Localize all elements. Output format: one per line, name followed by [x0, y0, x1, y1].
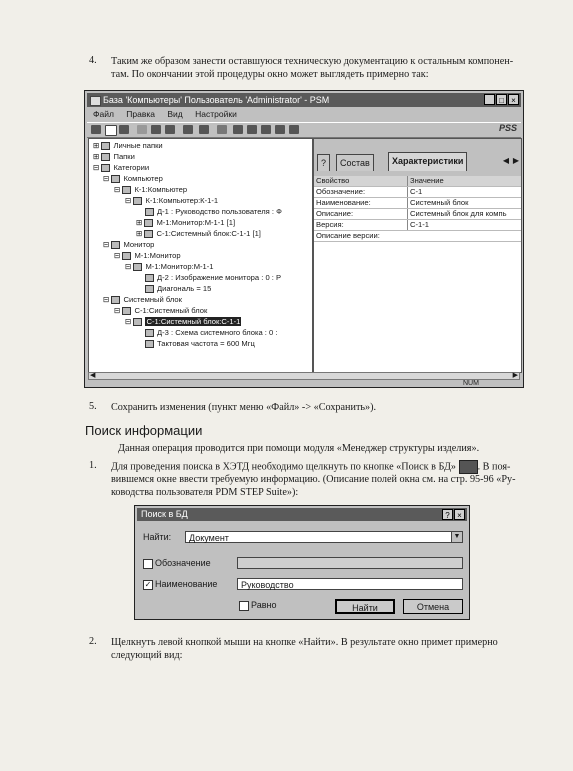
property-value: Системный блок — [407, 198, 522, 208]
grid-header — [314, 176, 521, 187]
paragraph-line: Таким же образом занести оставшуюся техническую документацию к остальным компонен- — [111, 56, 514, 67]
tree-item-selected[interactable]: ⊟ С-1:Системный блок:С-1-1 — [125, 317, 241, 326]
folder-icon — [101, 142, 110, 150]
app-icon — [90, 96, 101, 106]
tab-strip — [314, 139, 521, 176]
tree-item[interactable]: ⊟ Компьютер — [103, 174, 163, 183]
document-icon — [145, 274, 154, 282]
grid-row[interactable] — [314, 209, 521, 220]
tree-item[interactable]: ⊟ Категории — [93, 163, 150, 172]
status-num: NUM — [463, 380, 479, 387]
paragraph-line: следующий вид: — [111, 650, 183, 661]
find-value: Документ — [189, 533, 229, 543]
tree-item[interactable]: ⊟ Монитор — [103, 240, 155, 249]
horizontal-scrollbar[interactable] — [88, 372, 520, 380]
section-intro: Данная операция проводится при помощи модуля «Менеджер структуры изделия». — [118, 443, 480, 454]
refresh-icon[interactable] — [217, 125, 227, 134]
tree-item[interactable]: Тактовая частота = 600 Мгц — [145, 339, 255, 349]
binoculars-icon — [459, 460, 478, 474]
link2-icon[interactable] — [247, 125, 257, 134]
property-name: Описание: — [316, 209, 354, 218]
document-icon — [145, 329, 154, 337]
structure-tree[interactable] — [88, 138, 313, 373]
paragraph-text: Для проведения поиска в ХЭТД необходимо щелкнуть по кнопке «Поиск в БД» — [111, 461, 457, 473]
menu-settings[interactable]: Настройки — [195, 109, 237, 119]
paragraph-line: Сохранить изменения (пункт меню «Файл» -> «Сохранить»). — [111, 402, 377, 413]
tree-item[interactable]: ⊟ М-1:Монитор — [114, 251, 181, 260]
tree-item[interactable]: Д-3 : Схема системного блока : 0 : — [145, 328, 277, 338]
tab-characteristics[interactable]: Характеристики — [388, 152, 467, 171]
designation-label: Обозначение — [155, 558, 211, 568]
column-header-value[interactable]: Значение — [407, 176, 522, 186]
paste-icon[interactable] — [165, 125, 175, 134]
category-icon — [111, 175, 120, 183]
document-icon — [145, 208, 154, 216]
paragraph-text: . В поя- — [477, 461, 511, 473]
pss-logo: PSS — [498, 123, 517, 133]
close-button[interactable]: × — [454, 509, 465, 520]
tree-item[interactable]: ⊟ Системный блок — [103, 295, 182, 304]
tab-help[interactable]: ? — [317, 154, 330, 171]
link3-icon[interactable] — [261, 125, 271, 134]
property-name: Наименование: — [316, 198, 371, 207]
name-checkbox[interactable]: ✓ — [144, 580, 152, 589]
scroll-left-icon[interactable]: ◀ — [90, 372, 96, 379]
designation-field[interactable] — [237, 557, 463, 569]
item-number: 5. — [89, 401, 97, 412]
tab-composition[interactable]: Состав — [336, 154, 374, 171]
dialog-title: Поиск в БД — [141, 509, 188, 519]
grid-row[interactable] — [314, 231, 521, 242]
tree-item[interactable]: Д-2 : Изображение монитора : 0 : Р — [145, 273, 281, 283]
maximize-button[interactable]: □ — [496, 94, 507, 105]
psm-window — [84, 90, 524, 388]
tree-item[interactable]: ⊞ М-1:Монитор:М-1-1 [1] — [136, 218, 236, 227]
property-name: Версия: — [316, 220, 344, 229]
property-value: С-1 — [407, 187, 522, 197]
close-button[interactable]: × — [508, 94, 519, 105]
component-icon — [144, 230, 153, 238]
properties-grid — [314, 176, 521, 242]
version-icon — [133, 197, 142, 205]
category-icon — [111, 241, 120, 249]
item-number: 4. — [89, 55, 97, 66]
designation-checkbox[interactable] — [143, 559, 153, 569]
folder-icon — [101, 164, 110, 172]
equal-checkbox[interactable] — [239, 601, 249, 611]
find-label: Найти: — [143, 532, 172, 542]
property-value: Системный блок для компь — [407, 209, 522, 219]
property-value: С-1-1 — [407, 220, 522, 230]
version-icon — [133, 263, 142, 271]
help-button[interactable]: ? — [442, 509, 453, 520]
item-number: 1. — [89, 460, 97, 471]
minimize-button[interactable]: _ — [484, 94, 495, 105]
menu-edit[interactable]: Правка — [126, 109, 155, 119]
paragraph-line: Щелкнуть левой кнопкой мыши на кнопке «Найти». В результате окно примет примерно — [111, 637, 498, 648]
grid-row[interactable] — [314, 198, 521, 209]
search-dialog — [134, 505, 470, 620]
paragraph-line: вившемся окне ввести требуемую информацию. (Описание полей окна см. на стр. 95-96 «Ру- — [111, 474, 516, 485]
cut-icon[interactable] — [137, 125, 147, 134]
scroll-right-icon[interactable]: ▶ — [512, 372, 518, 379]
tab-scroll-left-icon[interactable]: ◀ — [502, 156, 509, 165]
section-heading: Поиск информации — [85, 423, 203, 438]
category-icon — [111, 296, 120, 304]
item-icon — [122, 186, 131, 194]
tree-item[interactable]: Диагональ = 15 — [145, 284, 211, 294]
open-icon[interactable] — [105, 125, 117, 136]
menu-bar — [87, 108, 521, 121]
find-select[interactable] — [185, 531, 463, 543]
toolbar — [87, 122, 521, 138]
properties-icon[interactable] — [183, 125, 193, 134]
properties-panel — [313, 138, 522, 373]
tree-item[interactable]: ⊟ М-1:Монитор:М-1-1 — [125, 262, 214, 271]
attribute-icon — [145, 340, 154, 348]
tree-item[interactable]: ⊟ С-1:Системный блок — [114, 306, 208, 315]
window-title: База 'Компьютеры' Пользователь 'Administrator' - PSM — [103, 95, 330, 105]
paragraph-line — [111, 460, 510, 474]
item-icon — [122, 307, 131, 315]
equal-label: Равно — [251, 600, 277, 610]
copy-icon[interactable] — [151, 125, 161, 134]
property-name: Описание версии: — [316, 231, 380, 240]
search-db-icon[interactable] — [199, 125, 209, 134]
new-icon[interactable] — [91, 125, 101, 134]
grid-row[interactable] — [314, 187, 521, 198]
tree-item[interactable]: ⊟ К-1:Компьютер:К-1-1 — [125, 196, 219, 205]
save-icon[interactable] — [119, 125, 129, 134]
tree-item[interactable]: Д-1 : Руководство пользователя : Ф — [145, 207, 282, 217]
tree-item[interactable]: ⊞ Папки — [93, 152, 135, 161]
item-icon — [122, 252, 131, 260]
paragraph-line: ководства пользователя PDM STEP Suite»): — [111, 487, 299, 498]
item-number: 2. — [89, 636, 97, 647]
menu-view[interactable]: Вид — [167, 109, 183, 119]
menu-file[interactable]: Файл — [93, 109, 114, 119]
grid-row[interactable] — [314, 220, 521, 231]
link4-icon[interactable] — [275, 125, 285, 134]
dialog-titlebar — [137, 508, 467, 521]
property-name: Обозначение: — [316, 187, 366, 196]
name-label: Наименование — [155, 579, 218, 589]
status-bar — [88, 380, 520, 388]
name-field[interactable]: Руководство — [237, 578, 463, 590]
component-icon — [144, 219, 153, 227]
window-titlebar — [87, 93, 521, 107]
version-icon — [133, 318, 142, 326]
tree-item[interactable]: ⊞ Личные папки — [93, 141, 163, 150]
attribute-icon — [145, 285, 154, 293]
link5-icon[interactable] — [289, 125, 299, 134]
tree-item[interactable]: ⊟ К-1:Компьютер — [114, 185, 188, 194]
link-icon[interactable] — [233, 125, 243, 134]
cancel-button[interactable]: Отмена — [403, 599, 463, 614]
find-button[interactable]: Найти — [335, 599, 395, 614]
folder-icon — [101, 153, 110, 161]
tree-item[interactable]: ⊞ С-1:Системный блок:С-1-1 [1] — [136, 229, 261, 238]
paragraph-line: там. По окончании этой процедуры окно может выглядеть примерно так: — [111, 69, 429, 80]
chevron-down-icon[interactable]: ▼ — [451, 532, 462, 542]
tab-scroll-right-icon[interactable]: ▶ — [512, 156, 519, 165]
column-header-property[interactable]: Свойство — [316, 176, 350, 185]
